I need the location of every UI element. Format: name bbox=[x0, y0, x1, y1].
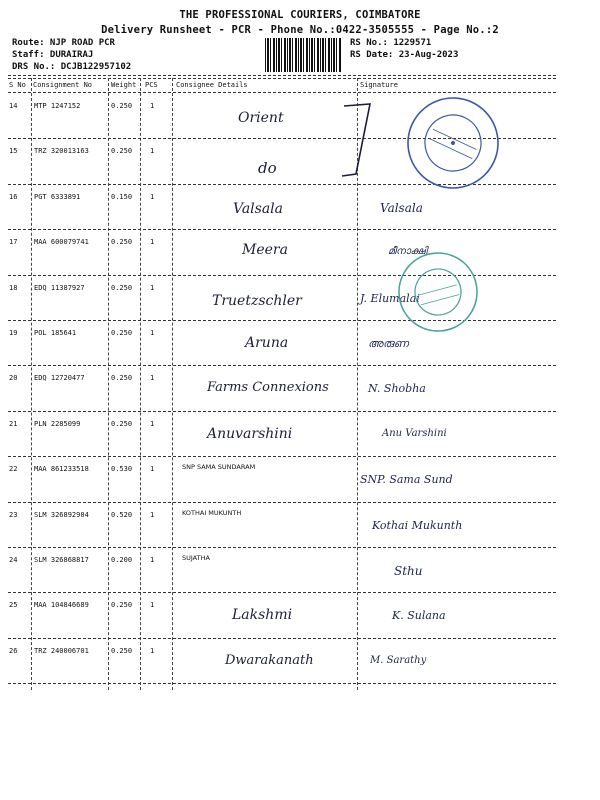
row-signature: M. Sarathy bbox=[370, 654, 427, 666]
row-signature: Valsala bbox=[380, 200, 423, 215]
row-signature: J. Elumalai bbox=[360, 291, 420, 305]
header-rule-top bbox=[8, 75, 556, 76]
row-weight: 0.250 bbox=[111, 329, 133, 337]
row-signature: K. Sulana bbox=[392, 609, 446, 623]
row-pcs: 1 bbox=[150, 192, 155, 201]
row-separator bbox=[8, 320, 556, 321]
column-divider bbox=[108, 78, 109, 690]
row-pcs: 1 bbox=[150, 374, 155, 383]
row-consignment-no: POL 185641 bbox=[34, 329, 77, 337]
row-consignment-no: TRZ 240006701 bbox=[34, 646, 89, 655]
company-title: THE PROFESSIONAL COURIERS, COIMBATORE bbox=[179, 9, 421, 21]
row-separator bbox=[8, 547, 556, 548]
barcode bbox=[265, 38, 341, 72]
row-consignment-no: TRZ 320013163 bbox=[34, 147, 89, 156]
row-pcs: 1 bbox=[150, 238, 155, 247]
row-consignee-typed: SUJATHA bbox=[182, 554, 210, 562]
row-signature: അരുണ bbox=[368, 337, 409, 350]
row-weight: 0.530 bbox=[111, 465, 133, 474]
row-separator bbox=[8, 365, 556, 366]
row-sno: 25 bbox=[9, 601, 18, 610]
row-consignee-handwritten: Orient bbox=[238, 110, 284, 126]
row-consignee-handwritten: Farms Connexions bbox=[207, 380, 329, 396]
column-divider bbox=[31, 78, 32, 690]
row-consignee-handwritten: Aruna bbox=[245, 335, 289, 351]
row-weight: 0.250 bbox=[111, 374, 133, 383]
row-separator bbox=[8, 502, 556, 503]
row-weight: 0.150 bbox=[111, 192, 133, 201]
column-divider bbox=[172, 78, 173, 690]
col-header-weight: Weight bbox=[111, 81, 137, 89]
row-consignment-no: PLN 2285099 bbox=[34, 419, 81, 428]
row-sno: 18 bbox=[9, 283, 18, 292]
row-consignee-handwritten: do bbox=[258, 159, 277, 178]
row-separator bbox=[8, 229, 556, 230]
row-consignment-no: PGT 6333891 bbox=[34, 192, 81, 201]
row-pcs: 1 bbox=[150, 601, 155, 610]
runsheet-subtitle: Delivery Runsheet - PCR - Phone No.:0422-3505555 - Page No.:2 bbox=[101, 24, 499, 36]
row-separator bbox=[8, 683, 556, 684]
row-sno: 26 bbox=[9, 646, 18, 655]
row-consignee-typed: SNP SAMA SUNDARAM bbox=[182, 463, 256, 472]
row-sno: 15 bbox=[9, 147, 18, 156]
row-pcs: 1 bbox=[150, 646, 155, 655]
row-consignment-no: SLM 326868817 bbox=[34, 556, 89, 564]
route-label: Route: NJP ROAD PCR bbox=[12, 38, 115, 48]
row-separator bbox=[8, 456, 556, 457]
row-pcs: 1 bbox=[150, 283, 155, 292]
row-sno: 14 bbox=[9, 102, 18, 110]
row-consignment-no: MAA 104846689 bbox=[34, 601, 89, 610]
row-signature: മീനാക്ഷി bbox=[388, 246, 428, 258]
row-signature: Kothai Mukunth bbox=[372, 518, 463, 532]
col-header-pcs: PCS bbox=[145, 81, 158, 89]
row-consignee-typed: KOTHAI MUKUNTH bbox=[182, 508, 242, 517]
row-pcs: 1 bbox=[150, 147, 155, 156]
row-pcs: 1 bbox=[150, 465, 155, 474]
row-consignee-handwritten: Lakshmi bbox=[232, 607, 293, 624]
row-sno: 20 bbox=[9, 374, 18, 383]
row-sno: 24 bbox=[9, 556, 18, 564]
row-sno: 19 bbox=[9, 329, 18, 337]
row-sno: 21 bbox=[9, 419, 18, 428]
row-separator bbox=[8, 638, 556, 639]
row-consignment-no: MTP 1247152 bbox=[34, 102, 81, 110]
row-sno: 17 bbox=[9, 238, 18, 247]
row-weight: 0.520 bbox=[111, 510, 133, 519]
row-consignment-no: MAA 600079741 bbox=[34, 238, 89, 247]
row-signature: SNP. Sama Sund bbox=[360, 473, 453, 487]
row-sno: 23 bbox=[9, 510, 18, 519]
row-separator bbox=[8, 592, 556, 593]
row-weight: 0.250 bbox=[111, 601, 133, 610]
row-weight: 0.250 bbox=[111, 283, 133, 292]
handwritten-bracket-mark bbox=[340, 100, 380, 180]
row-consignment-no: EDQ 12720477 bbox=[34, 374, 85, 383]
row-consignee-handwritten: Valsala bbox=[233, 200, 284, 217]
row-signature: N. Shobha bbox=[368, 382, 426, 396]
row-pcs: 1 bbox=[150, 556, 155, 564]
rs-number: RS No.: 1229571 bbox=[350, 38, 432, 48]
row-pcs: 1 bbox=[150, 102, 155, 110]
drs-number: DRS No.: DCJB122957102 bbox=[12, 62, 132, 72]
row-consignment-no: MAA 861233518 bbox=[34, 465, 89, 474]
header-rule-bottom bbox=[8, 92, 556, 93]
row-consignment-no: SLM 326892904 bbox=[34, 510, 89, 519]
orient-company-stamp bbox=[389, 79, 517, 207]
row-consignee-handwritten: Truetzschler bbox=[212, 292, 302, 309]
row-consignee-handwritten: Meera bbox=[242, 242, 288, 259]
row-consignee-handwritten: Dwarakanath bbox=[225, 652, 314, 668]
row-weight: 0.250 bbox=[111, 646, 133, 655]
row-weight: 0.250 bbox=[111, 238, 133, 247]
row-signature: Anu Varshini bbox=[382, 427, 447, 439]
row-weight: 0.250 bbox=[111, 147, 133, 156]
col-header-consignee: Consignee Details bbox=[176, 81, 248, 89]
row-pcs: 1 bbox=[150, 329, 155, 337]
row-sno: 16 bbox=[9, 192, 18, 201]
col-header-sno: S No bbox=[9, 81, 26, 89]
column-divider bbox=[140, 78, 141, 690]
col-header-consignment: Consignment No bbox=[33, 81, 93, 89]
staff-label: Staff: DURAIRAJ bbox=[12, 50, 94, 60]
rs-date: RS Date: 23-Aug-2023 bbox=[350, 50, 459, 60]
row-sno: 22 bbox=[9, 465, 18, 474]
row-consignee-handwritten: Anuvarshini bbox=[207, 425, 293, 442]
row-pcs: 1 bbox=[150, 510, 155, 519]
row-consignment-no: EDQ 11387927 bbox=[34, 283, 85, 292]
row-pcs: 1 bbox=[150, 419, 155, 428]
row-signature: Sthu bbox=[394, 564, 423, 578]
row-weight: 0.250 bbox=[111, 419, 133, 428]
header-rule-second bbox=[8, 78, 556, 79]
col-header-signature: Signature bbox=[360, 81, 398, 89]
row-weight: 0.200 bbox=[111, 556, 133, 564]
row-separator bbox=[8, 411, 556, 412]
row-weight: 0.250 bbox=[111, 102, 133, 110]
